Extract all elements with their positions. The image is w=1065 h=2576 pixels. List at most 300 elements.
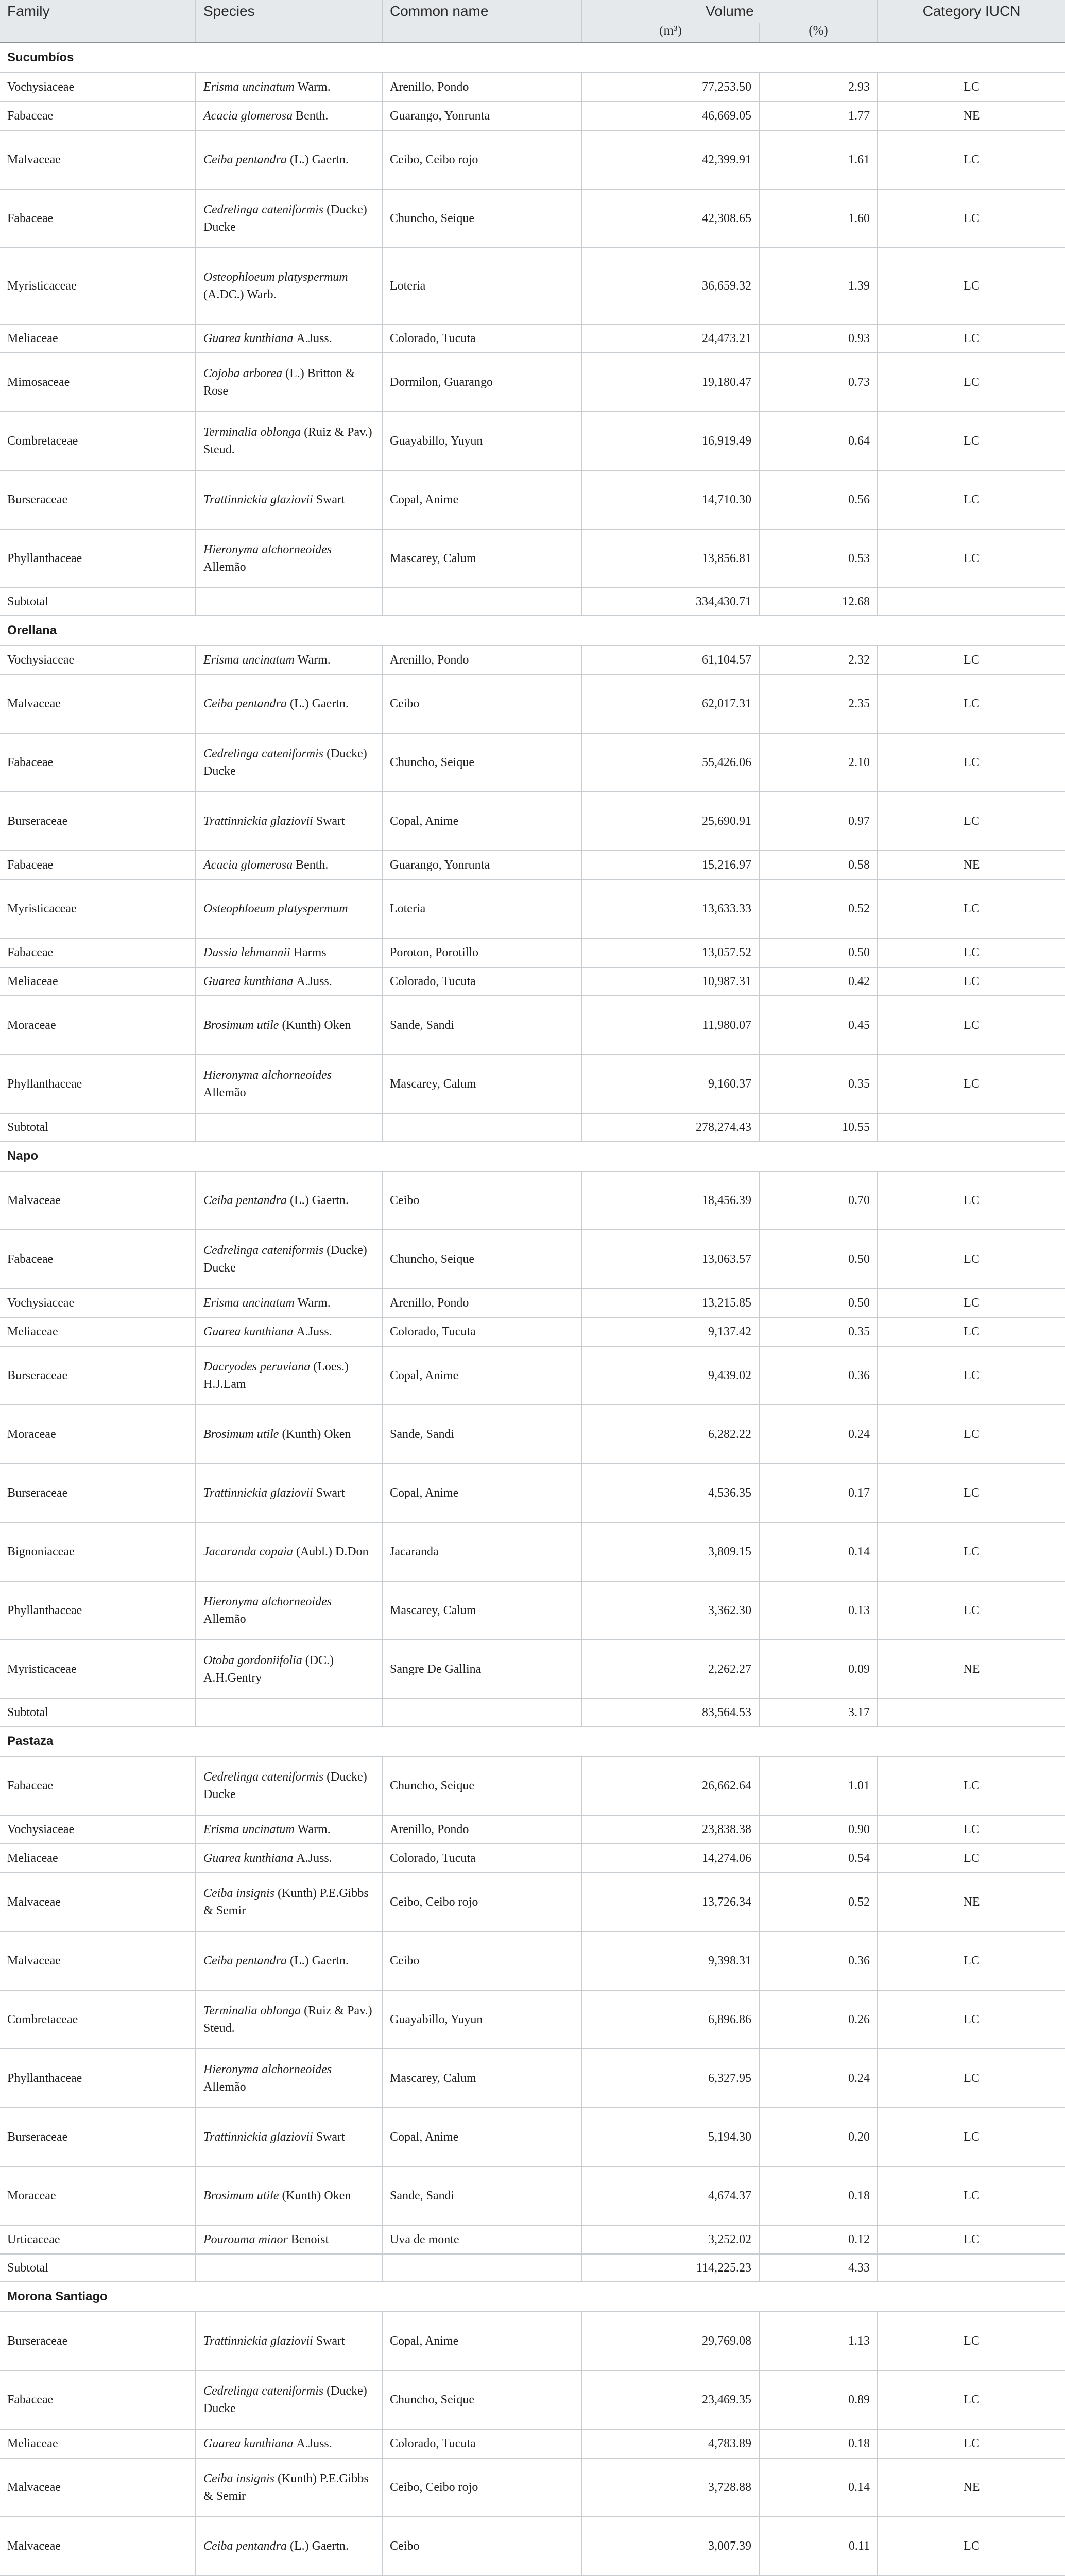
species-cell <box>196 324 382 353</box>
subtotal-percent: 10.55 <box>759 1113 878 1141</box>
species-genus: Erisma uncinatum <box>203 1296 295 1310</box>
volume-cell: 13,215.85 <box>582 1289 759 1317</box>
percent-cell: 2.10 <box>759 733 878 792</box>
volume-cell: 6,282.22 <box>582 1405 759 1464</box>
header-volume: Volume <box>582 0 878 23</box>
species-cell <box>196 1317 382 1346</box>
species-cell <box>196 1464 382 1522</box>
table-row <box>0 2517 1065 2575</box>
table-body <box>0 43 1065 2576</box>
table-row <box>0 674 1065 733</box>
species-genus: Trattinnickia glaziovii <box>203 1486 313 1500</box>
table-row <box>0 101 1065 130</box>
species-genus: Acacia glomerosa <box>203 858 293 872</box>
volume-cell: 6,327.95 <box>582 2049 759 2108</box>
table-row <box>0 1756 1065 1815</box>
volume-cell: 13,633.33 <box>582 879 759 938</box>
family-cell: Malvaceae <box>0 674 196 733</box>
species-author: (L.) Gaertn. <box>290 1954 349 1968</box>
species-author: (Loes.) H.J.Lam <box>203 1360 349 1391</box>
table-row <box>0 733 1065 792</box>
species-author: Swart <box>316 1486 345 1500</box>
species-author: (Ducke) Ducke <box>203 1770 367 1801</box>
table-row <box>0 2370 1065 2429</box>
species-author: (Ruiz & Pav.) Steud. <box>203 2004 372 2035</box>
species-cell <box>196 967 382 996</box>
species-genus: Guarea kunthiana <box>203 1852 294 1865</box>
province-name: Morona Santiago <box>0 2282 1065 2312</box>
species-cell <box>196 189 382 248</box>
species-genus: Ceiba pentandra <box>203 1954 287 1968</box>
percent-cell: 0.64 <box>759 412 878 470</box>
family-cell: Moraceae <box>0 996 196 1055</box>
family-cell: Moraceae <box>0 2166 196 2225</box>
common-name-cell: Colorado, Tucuta <box>382 967 582 996</box>
iucn-category-cell: LC <box>878 1289 1065 1317</box>
species-genus: Guarea kunthiana <box>203 332 294 345</box>
species-author: (Kunth) Oken <box>282 1019 351 1032</box>
family-cell: Fabaceae <box>0 733 196 792</box>
volume-cell: 6,896.86 <box>582 1990 759 2049</box>
percent-cell: 0.14 <box>759 2458 878 2517</box>
species-author: (L.) Gaertn. <box>290 2539 349 2553</box>
empty-cell <box>196 588 382 616</box>
species-author: Benth. <box>296 109 329 123</box>
iucn-category-cell: LC <box>878 792 1065 851</box>
species-author: (Ducke) Ducke <box>203 2384 367 2415</box>
table-row <box>0 324 1065 353</box>
volume-cell: 36,659.32 <box>582 248 759 324</box>
percent-cell: 0.18 <box>759 2166 878 2225</box>
common-name-cell: Arenillo, Pondo <box>382 73 582 101</box>
family-cell: Fabaceae <box>0 189 196 248</box>
family-cell: Vochysiaceae <box>0 646 196 674</box>
species-cell <box>196 879 382 938</box>
species-genus: Brosimum utile <box>203 1428 279 1441</box>
iucn-category-cell: LC <box>878 1055 1065 1113</box>
species-cell <box>196 130 382 189</box>
empty-cell <box>196 2254 382 2282</box>
iucn-category-cell: NE <box>878 851 1065 879</box>
volume-cell: 10,987.31 <box>582 967 759 996</box>
iucn-category-cell: LC <box>878 1230 1065 1289</box>
subtotal-percent: 4.33 <box>759 2254 878 2282</box>
family-cell: Fabaceae <box>0 1756 196 1815</box>
common-name-cell: Guarango, Yonrunta <box>382 851 582 879</box>
percent-cell: 0.73 <box>759 353 878 412</box>
species-author: Benth. <box>296 858 329 872</box>
species-genus: Trattinnickia glaziovii <box>203 815 313 828</box>
percent-cell: 1.39 <box>759 248 878 324</box>
common-name-cell: Ceibo <box>382 674 582 733</box>
percent-cell: 1.60 <box>759 189 878 248</box>
family-cell: Phyllanthaceae <box>0 1581 196 1640</box>
volume-cell: 3,362.30 <box>582 1581 759 1640</box>
species-cell <box>196 412 382 470</box>
percent-cell: 0.18 <box>759 2429 878 2458</box>
iucn-category-cell: LC <box>878 412 1065 470</box>
iucn-category-cell: LC <box>878 938 1065 967</box>
species-cell <box>196 73 382 101</box>
species-genus: Trattinnickia glaziovii <box>203 2334 313 2348</box>
iucn-category-cell: LC <box>878 1522 1065 1581</box>
percent-cell: 0.50 <box>759 1230 878 1289</box>
percent-cell: 0.24 <box>759 1405 878 1464</box>
table-row <box>0 1873 1065 1931</box>
species-genus: Cojoba arborea <box>203 367 283 380</box>
species-author: Swart <box>316 493 345 506</box>
volume-cell: 9,160.37 <box>582 1055 759 1113</box>
family-cell: Combretaceae <box>0 1990 196 2049</box>
species-author: (L.) Britton & Rose <box>203 367 355 398</box>
percent-cell: 0.26 <box>759 1990 878 2049</box>
family-cell: Malvaceae <box>0 2458 196 2517</box>
table-row <box>0 1317 1065 1346</box>
species-cell <box>196 248 382 324</box>
volume-cell: 24,473.21 <box>582 324 759 353</box>
species-cell <box>196 353 382 412</box>
common-name-cell: Mascarey, Calum <box>382 2049 582 2108</box>
province-heading-row <box>0 616 1065 646</box>
species-author: Warm. <box>297 653 331 667</box>
common-name-cell: Sande, Sandi <box>382 996 582 1055</box>
species-author: (Ducke) Ducke <box>203 1244 367 1275</box>
table-row <box>0 248 1065 324</box>
species-genus: Hieronyma alchorneoides <box>203 1069 332 1082</box>
volume-cell: 29,769.08 <box>582 2312 759 2370</box>
percent-cell: 0.50 <box>759 1289 878 1317</box>
species-genus: Dacryodes peruviana <box>203 1360 311 1374</box>
common-name-cell: Colorado, Tucuta <box>382 1844 582 1873</box>
iucn-category-cell: LC <box>878 674 1065 733</box>
species-author: (L.) Gaertn. <box>290 153 349 166</box>
subtotal-row <box>0 1113 1065 1141</box>
species-author: A.Juss. <box>296 1852 332 1865</box>
common-name-cell: Ceibo, Ceibo rojo <box>382 1873 582 1931</box>
species-cell <box>196 1873 382 1931</box>
iucn-category-cell: LC <box>878 324 1065 353</box>
family-cell: Meliaceae <box>0 1317 196 1346</box>
percent-cell: 0.13 <box>759 1581 878 1640</box>
iucn-category-cell: LC <box>878 1815 1065 1844</box>
common-name-cell: Mascarey, Calum <box>382 1581 582 1640</box>
empty-cell <box>382 1113 582 1141</box>
species-author: Warm. <box>297 1823 331 1836</box>
species-genus: Otoba gordoniifolia <box>203 1654 302 1667</box>
iucn-category-cell: LC <box>878 189 1065 248</box>
family-cell: Moraceae <box>0 1405 196 1464</box>
family-cell: Burseraceae <box>0 1346 196 1405</box>
species-genus: Guarea kunthiana <box>203 1325 294 1338</box>
species-cell <box>196 101 382 130</box>
common-name-cell: Colorado, Tucuta <box>382 324 582 353</box>
species-genus: Ceiba insignis <box>203 1887 275 1900</box>
iucn-category-cell: LC <box>878 1931 1065 1990</box>
species-cell <box>196 529 382 588</box>
empty-cell <box>382 1699 582 1726</box>
species-genus: Cedrelinga cateniformis <box>203 2384 324 2398</box>
species-genus: Osteophloeum platyspermum <box>203 902 348 916</box>
subtotal-label: Subtotal <box>0 2254 196 2282</box>
species-genus: Erisma uncinatum <box>203 1823 295 1836</box>
species-cell <box>196 1405 382 1464</box>
volume-cell: 77,253.50 <box>582 73 759 101</box>
iucn-category-cell: NE <box>878 1873 1065 1931</box>
species-cell <box>196 1931 382 1990</box>
table-row <box>0 1815 1065 1844</box>
table-row <box>0 2166 1065 2225</box>
table-row <box>0 967 1065 996</box>
common-name-cell: Ceibo <box>382 1171 582 1230</box>
volume-cell: 16,919.49 <box>582 412 759 470</box>
family-cell: Malvaceae <box>0 1931 196 1990</box>
species-author: (Aubl.) D.Don <box>296 1545 369 1558</box>
subtotal-volume: 278,274.43 <box>582 1113 759 1141</box>
volume-cell: 13,063.57 <box>582 1230 759 1289</box>
volume-cell: 42,308.65 <box>582 189 759 248</box>
header-row <box>0 0 1065 23</box>
species-genus: Hieronyma alchorneoides <box>203 1595 332 1608</box>
volume-cell: 9,439.02 <box>582 1346 759 1405</box>
table-row <box>0 2049 1065 2108</box>
volume-cell: 19,180.47 <box>582 353 759 412</box>
province-name: Sucumbíos <box>0 43 1065 73</box>
table-row <box>0 2458 1065 2517</box>
header-family: Family <box>7 3 50 19</box>
family-cell: Burseraceae <box>0 470 196 529</box>
volume-cell: 13,856.81 <box>582 529 759 588</box>
species-author: Warm. <box>297 1296 331 1310</box>
header-unit-row <box>0 23 1065 43</box>
common-name-cell: Guayabillo, Yuyun <box>382 412 582 470</box>
common-name-cell: Chuncho, Seique <box>382 733 582 792</box>
species-cell <box>196 1522 382 1581</box>
percent-cell: 0.52 <box>759 879 878 938</box>
family-cell: Phyllanthaceae <box>0 529 196 588</box>
subtotal-percent: 12.68 <box>759 588 878 616</box>
volume-cell: 3,252.02 <box>582 2225 759 2254</box>
common-name-cell: Sande, Sandi <box>382 1405 582 1464</box>
province-name: Pastaza <box>0 1726 1065 1756</box>
subtotal-row <box>0 588 1065 616</box>
table-row <box>0 1055 1065 1113</box>
species-cell <box>196 2458 382 2517</box>
species-author: (L.) Gaertn. <box>290 697 349 710</box>
iucn-category-cell: LC <box>878 1581 1065 1640</box>
iucn-category-cell: LC <box>878 967 1065 996</box>
species-author: A.Juss. <box>296 975 332 988</box>
species-genus: Pourouma minor <box>203 2233 288 2246</box>
iucn-category-cell: LC <box>878 248 1065 324</box>
species-author: Benoist <box>290 2233 329 2246</box>
species-author: (DC.) A.H.Gentry <box>203 1654 334 1685</box>
table-header <box>0 0 1065 43</box>
percent-cell: 0.89 <box>759 2370 878 2429</box>
family-cell: Combretaceae <box>0 412 196 470</box>
species-genus: Osteophloeum platyspermum <box>203 270 348 284</box>
species-cell <box>196 1055 382 1113</box>
iucn-category-cell: LC <box>878 2429 1065 2458</box>
percent-cell: 0.50 <box>759 938 878 967</box>
iucn-category-cell: LC <box>878 353 1065 412</box>
iucn-category-cell: LC <box>878 1464 1065 1522</box>
family-cell: Burseraceae <box>0 2312 196 2370</box>
volume-cell: 4,536.35 <box>582 1464 759 1522</box>
header-common-name: Common name <box>382 0 582 23</box>
common-name-cell: Sande, Sandi <box>382 2166 582 2225</box>
species-genus: Trattinnickia glaziovii <box>203 493 313 506</box>
table-row <box>0 130 1065 189</box>
table-row <box>0 1230 1065 1289</box>
iucn-category-cell: LC <box>878 2166 1065 2225</box>
family-cell: Fabaceae <box>0 938 196 967</box>
species-author: Harms <box>293 946 327 959</box>
table-row <box>0 996 1065 1055</box>
percent-cell: 0.52 <box>759 1873 878 1931</box>
family-cell: Vochysiaceae <box>0 1289 196 1317</box>
species-cell <box>196 2370 382 2429</box>
common-name-cell: Chuncho, Seique <box>382 1756 582 1815</box>
iucn-category-cell: LC <box>878 2517 1065 2575</box>
volume-cell: 18,456.39 <box>582 1171 759 1230</box>
iucn-category-cell: LC <box>878 2108 1065 2166</box>
volume-cell: 14,710.30 <box>582 470 759 529</box>
iucn-category-cell: LC <box>878 1405 1065 1464</box>
species-genus: Acacia glomerosa <box>203 109 293 123</box>
iucn-category-cell: NE <box>878 101 1065 130</box>
iucn-category-cell: LC <box>878 1756 1065 1815</box>
iucn-category-cell: LC <box>878 2370 1065 2429</box>
species-author: Allemão <box>203 561 246 574</box>
common-name-cell: Arenillo, Pondo <box>382 1815 582 1844</box>
species-genus: Ceiba pentandra <box>203 2539 287 2553</box>
volume-cell: 46,669.05 <box>582 101 759 130</box>
species-genus: Guarea kunthiana <box>203 2437 294 2450</box>
species-genus: Cedrelinga cateniformis <box>203 1244 324 1257</box>
volume-cell: 5,194.30 <box>582 2108 759 2166</box>
percent-cell: 0.35 <box>759 1317 878 1346</box>
species-author: (Kunth) Oken <box>282 1428 351 1441</box>
species-genus: Brosimum utile <box>203 1019 279 1032</box>
percent-cell: 0.56 <box>759 470 878 529</box>
iucn-category-cell: LC <box>878 1844 1065 1873</box>
iucn-category-cell: LC <box>878 2312 1065 2370</box>
volume-cell: 26,662.64 <box>582 1756 759 1815</box>
common-name-cell: Ceibo <box>382 2517 582 2575</box>
table-row <box>0 1171 1065 1230</box>
species-cell <box>196 792 382 851</box>
header-category-iucn: Category IUCN <box>878 0 1065 23</box>
species-cell <box>196 2108 382 2166</box>
species-genus: Dussia lehmannii <box>203 946 290 959</box>
common-name-cell: Dormilon, Guarango <box>382 353 582 412</box>
iucn-category-cell: LC <box>878 1346 1065 1405</box>
common-name-cell: Copal, Anime <box>382 792 582 851</box>
table-row <box>0 353 1065 412</box>
iucn-category-cell: LC <box>878 2049 1065 2108</box>
percent-cell: 0.45 <box>759 996 878 1055</box>
family-cell: Urticaceae <box>0 2225 196 2254</box>
species-genus: Erisma uncinatum <box>203 653 295 667</box>
common-name-cell: Ceibo, Ceibo rojo <box>382 130 582 189</box>
percent-cell: 0.11 <box>759 2517 878 2575</box>
species-genus: Erisma uncinatum <box>203 80 295 94</box>
subtotal-volume: 83,564.53 <box>582 1699 759 1726</box>
subtotal-volume: 334,430.71 <box>582 588 759 616</box>
common-name-cell: Colorado, Tucuta <box>382 2429 582 2458</box>
table-row <box>0 1931 1065 1990</box>
subtotal-row <box>0 2254 1065 2282</box>
common-name-cell: Arenillo, Pondo <box>382 646 582 674</box>
common-name-cell: Copal, Anime <box>382 2312 582 2370</box>
volume-cell: 2,262.27 <box>582 1640 759 1699</box>
province-heading-row <box>0 1726 1065 1756</box>
family-cell: Malvaceae <box>0 1171 196 1230</box>
species-author: A.Juss. <box>296 1325 332 1338</box>
family-cell: Fabaceae <box>0 851 196 879</box>
species-genus: Ceiba pentandra <box>203 697 287 710</box>
percent-cell: 0.90 <box>759 1815 878 1844</box>
table-row <box>0 1405 1065 1464</box>
common-name-cell: Uva de monte <box>382 2225 582 2254</box>
family-cell: Bignoniaceae <box>0 1522 196 1581</box>
table-row <box>0 529 1065 588</box>
volume-cell: 4,783.89 <box>582 2429 759 2458</box>
species-cell <box>196 938 382 967</box>
iucn-category-cell: NE <box>878 2458 1065 2517</box>
species-genus: Ceiba insignis <box>203 2472 275 2485</box>
percent-cell: 0.35 <box>759 1055 878 1113</box>
empty-cell <box>878 588 1065 616</box>
family-cell: Fabaceae <box>0 1230 196 1289</box>
common-name-cell: Copal, Anime <box>382 1464 582 1522</box>
iucn-category-cell: LC <box>878 1171 1065 1230</box>
species-genus: Jacaranda copaia <box>203 1545 293 1558</box>
species-genus: Ceiba pentandra <box>203 1194 287 1207</box>
header-unit-blank <box>878 23 1065 43</box>
percent-cell: 0.36 <box>759 1931 878 1990</box>
common-name-cell: Ceibo, Ceibo rojo <box>382 2458 582 2517</box>
family-cell: Myristicaceae <box>0 1640 196 1699</box>
species-author: A.Juss. <box>296 332 332 345</box>
species-author: Allemão <box>203 1086 246 1099</box>
common-name-cell: Copal, Anime <box>382 470 582 529</box>
common-name-cell: Ceibo <box>382 1931 582 1990</box>
common-name-cell: Chuncho, Seique <box>382 189 582 248</box>
percent-cell: 0.20 <box>759 2108 878 2166</box>
volume-cell: 3,809.15 <box>582 1522 759 1581</box>
species-genus: Cedrelinga cateniformis <box>203 1770 324 1784</box>
percent-cell: 0.93 <box>759 324 878 353</box>
empty-cell <box>878 1113 1065 1141</box>
subtotal-volume: 114,225.23 <box>582 2254 759 2282</box>
volume-cell: 9,398.31 <box>582 1931 759 1990</box>
volume-cell: 61,104.57 <box>582 646 759 674</box>
species-cell <box>196 674 382 733</box>
province-name: Napo <box>0 1141 1065 1171</box>
volume-cell: 4,674.37 <box>582 2166 759 2225</box>
table-row <box>0 189 1065 248</box>
volume-cell: 3,007.39 <box>582 2517 759 2575</box>
species-genus: Terminalia oblonga <box>203 426 301 439</box>
common-name-cell: Chuncho, Seique <box>382 2370 582 2429</box>
table-row <box>0 73 1065 101</box>
table-row <box>0 1346 1065 1405</box>
species-author: (Kunth) P.E.Gibbs & Semir <box>203 1887 369 1918</box>
table-row <box>0 851 1065 879</box>
table-row <box>0 2429 1065 2458</box>
species-cell <box>196 2166 382 2225</box>
